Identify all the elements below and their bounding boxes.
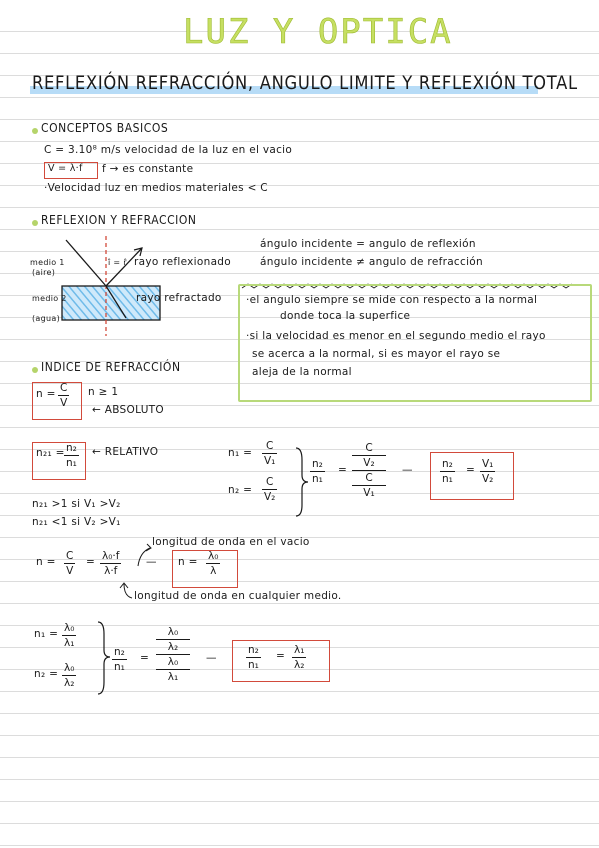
medio1-label: medio 1 xyxy=(30,258,65,267)
fraction-n2-n1: n₂ n₁ xyxy=(66,442,77,469)
section-bullet-icon xyxy=(32,367,38,373)
brace-relativo xyxy=(296,448,308,516)
final-fraction-n2: λ₀ λ₂ xyxy=(64,662,75,689)
incident-ray xyxy=(66,240,106,286)
concept-line-c: C = 3.10⁸ m/s velocidad de la luz en el vacio xyxy=(44,144,293,156)
medio2-label: medio 2 xyxy=(32,294,67,303)
relativo-label: ← RELATIVO xyxy=(92,446,159,458)
section-heading-indice: INDICE DE REFRACCIÓN xyxy=(41,360,181,374)
final-result-equals: = xyxy=(276,650,286,662)
condition-line2: n₂₁ <1 si V₂ >V₁ xyxy=(32,516,121,528)
lambda-c-v: C V xyxy=(66,550,74,577)
formula-v-lambda-f: V = λ·f xyxy=(48,163,83,174)
final-n2-eq: n₂ = xyxy=(34,668,59,680)
fraction-den: V xyxy=(60,397,68,409)
angles-label: î = r̂ xyxy=(108,258,127,267)
fraction-c-v1: C V₁ xyxy=(264,440,276,467)
reflected-ray-label: rayo reflexionado xyxy=(134,256,231,268)
n-condition: n ≥ 1 xyxy=(88,386,119,398)
box-note-line4: se acerca a la normal, si es mayor el rayo se xyxy=(252,348,501,360)
concept-line-velocidad: ·Velocidad luz en medios materiales < C xyxy=(44,182,268,194)
brace-final xyxy=(98,622,110,694)
n-eq: n = xyxy=(36,388,56,400)
condition-line1: n₂₁ >1 si V₁ >V₂ xyxy=(32,498,121,510)
final-ratio: n₂ n₁ xyxy=(114,646,125,673)
fraction-c-v2: C V₂ xyxy=(264,476,276,503)
box-note-line1: ·el angulo siempre se mide con respecto a la normal xyxy=(246,294,538,306)
page-title: LUZ Y OPTICA xyxy=(183,12,453,52)
concept-line-f: f → es constante xyxy=(102,163,194,175)
lambda-top-note: longitud de onda en el vacio xyxy=(152,536,310,548)
arrow-dash: — xyxy=(402,464,413,476)
note-incidente-refraccion: ángulo incidente ≠ angulo de refracción xyxy=(260,256,483,268)
n21-eq: n₂₁ = xyxy=(36,447,65,459)
box-note-line5: aleja de la normal xyxy=(252,366,352,378)
fraction-c-v xyxy=(58,382,69,409)
result-left-fraction: n₂ n₁ xyxy=(442,458,453,485)
medio2-sub: (agua) xyxy=(32,314,60,323)
final-result-left: n₂ n₁ xyxy=(248,644,259,671)
lambda-arrow: — xyxy=(146,556,157,568)
fraction-big: C V₂ C V₁ xyxy=(352,442,386,499)
box-note-line2: donde toca la superfice xyxy=(280,310,411,322)
equals-sign: = xyxy=(338,464,348,476)
final-arrow: — xyxy=(206,652,217,664)
lambda-bottom-note: longitud de onda en cualquier medio. xyxy=(134,590,342,602)
fraction-ratio-n2-n1: n₂ n₁ xyxy=(312,458,323,485)
section-heading-conceptos: CONCEPTOS BASICOS xyxy=(41,121,169,135)
final-big-fraction: λ₀ λ₂ λ₀ λ₁ xyxy=(156,626,190,683)
n2-eq: n₂ = xyxy=(228,484,253,496)
lambda-box-n: n = xyxy=(178,556,198,568)
fraction-num: C xyxy=(60,382,68,394)
absoluto-label: ← ABSOLUTO xyxy=(92,404,164,416)
final-n1-eq: n₁ = xyxy=(34,628,59,640)
box-note-line3: ·si la velocidad es menor en el segundo medio el rayo xyxy=(246,330,546,342)
refracted-ray-label: rayo refractado xyxy=(136,292,222,304)
lambda-box-fraction: λ₀ λ xyxy=(208,550,219,577)
final-result-right: λ₁ λ₂ xyxy=(294,644,305,671)
section-heading-reflexion: REFLEXION Y REFRACCION xyxy=(41,213,197,227)
note-incidente-reflexion: ángulo incidente = angulo de reflexión xyxy=(260,238,476,250)
lambda-n-eq: n = xyxy=(36,556,56,568)
n1-eq: n₁ = xyxy=(228,447,253,459)
result-equals: = xyxy=(466,464,476,476)
final-equals: = xyxy=(140,652,150,664)
result-right-fraction: V₁ V₂ xyxy=(482,458,494,485)
lambda-fraction: λ₀·f λ·f xyxy=(102,550,120,577)
medio1-sub: (aire) xyxy=(32,268,56,277)
lambda-bottom-arrow xyxy=(124,584,132,598)
lambda-equals: = xyxy=(86,556,96,568)
page-subtitle: REFLEXIÓN REFRACCIÓN, ANGULO LIMITE Y REFLEXIÓN TOTAL xyxy=(32,72,578,94)
final-fraction-n1: λ₀ λ₁ xyxy=(64,622,75,649)
